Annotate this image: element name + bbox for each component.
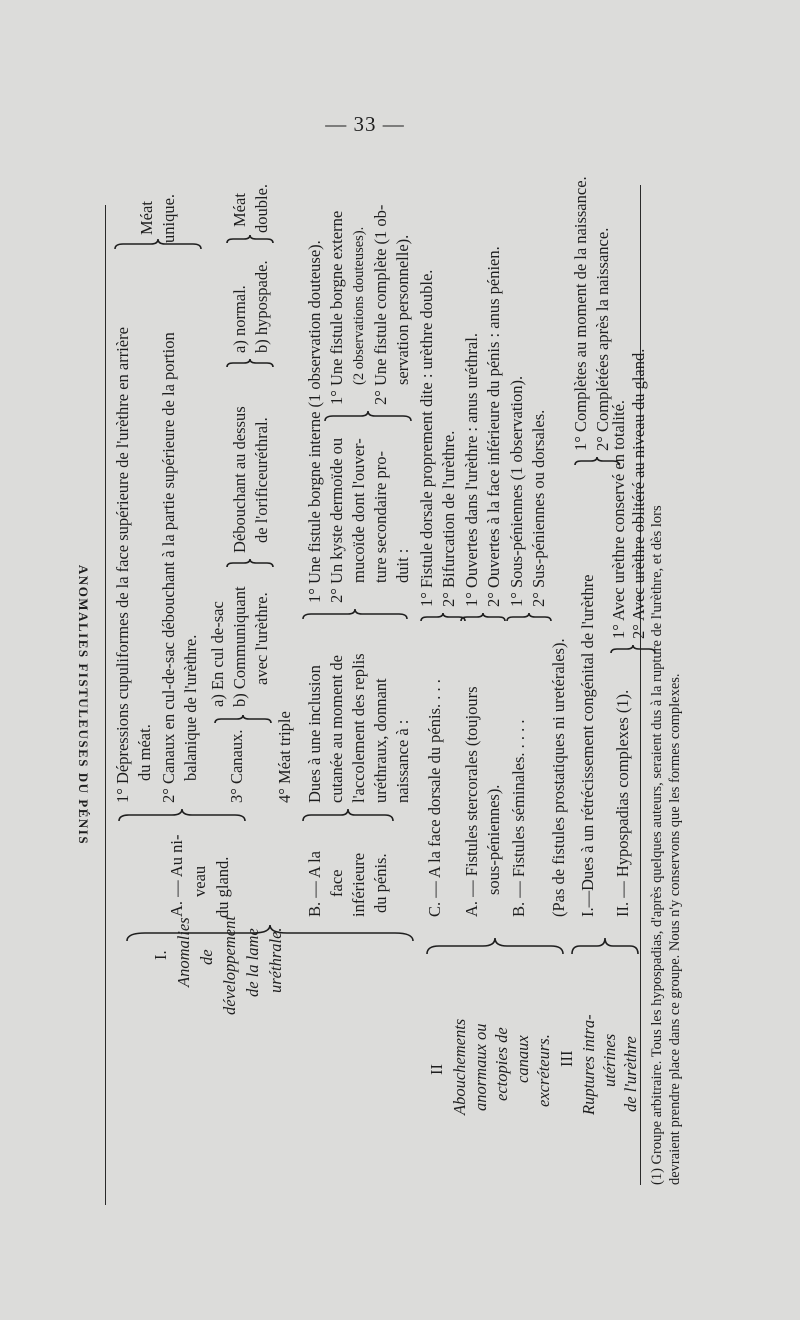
section-c-item-1: 1° Fistule dorsale proprement dite : urèthre double. xyxy=(417,269,436,607)
meat-double-brace xyxy=(225,233,275,245)
section-2b-item-2: 2° Sus-péniennes ou dorsales. xyxy=(529,409,548,607)
section-b-fistule-2: 2° Un kyste dermoïde ou xyxy=(327,437,346,603)
group-2-brace xyxy=(425,935,565,957)
section-b-kyste-1-cont: (2 observations douteuses). xyxy=(351,226,367,385)
group-2-number: II xyxy=(427,1064,446,1075)
group-2-line: Abouchements xyxy=(450,1018,469,1115)
section-b-kyste-brace xyxy=(323,409,413,423)
section-b-desc: naissance à : xyxy=(393,719,412,803)
item-3-hypospade: b) hypospade. xyxy=(252,260,271,353)
section-b-fistule-2-cont: duit : xyxy=(393,548,412,583)
section-b-label-line: face xyxy=(327,869,346,897)
section-3-ii-item-1: 1° Avec urèthre conservé en totalité. xyxy=(609,399,628,639)
section-b-label-line: inférieure xyxy=(349,852,368,917)
section-a-item-2: 2° Canaux en cul-de-sac débouchant à la partie supérieure de la portion xyxy=(159,332,178,803)
section-a-item-1: 1° Dépressions cupuliformes de la face supérieure de l'urèthre en arrière xyxy=(113,327,132,803)
section-a-label-line: du gland. xyxy=(213,856,232,918)
section-b-desc: l'accolement des replis xyxy=(349,653,368,803)
section-3-ii-item-2: 2° Avec urèthre oblitéré au niveau du gland. xyxy=(629,348,648,639)
group-1-line: Anomalies xyxy=(174,917,193,987)
item-3-normal: a) normal. xyxy=(230,285,249,353)
section-a-label-line: veau xyxy=(190,865,209,897)
section-2b-brace xyxy=(505,611,553,623)
item-3-a: a) En cul de-sac xyxy=(208,601,227,707)
meat-unique-brace xyxy=(113,237,203,251)
footnote-line-2: devraient prendre place dans ce groupe. Nous n'y conservons que les formes complexes. xyxy=(667,673,683,1185)
item-3-b-cont: avec l'urèthre. xyxy=(252,592,271,685)
page-number: — 33 — xyxy=(325,112,405,136)
group-3-line: de l'urèthre xyxy=(621,1036,640,1112)
item-3-db-brace xyxy=(225,357,275,369)
section-a-brace xyxy=(117,807,247,823)
group-1-line: uréthrale. xyxy=(266,927,285,993)
rotated-table xyxy=(65,175,685,1215)
vertical-title: ANOMALIES FISTULEUSES DU PÉNIS xyxy=(76,564,91,846)
group-2-line: excréteurs. xyxy=(534,1034,553,1107)
section-b-desc-brace xyxy=(301,607,409,621)
section-b-desc: cutanée au moment de xyxy=(327,655,346,803)
section-b-fistule-2-cont: ture secondaire pro- xyxy=(371,451,390,583)
section-2a-item-2: 2° Ouvertes à la face inférieure du pénis : anus pénien. xyxy=(484,246,503,607)
group-1-number: I. xyxy=(151,950,170,960)
title-rule xyxy=(105,205,106,1205)
section-2-note: (Pas de fistules prostatiques ni uretérales). xyxy=(549,638,568,917)
meat-unique-label: Méat xyxy=(137,201,156,235)
section-3-i-label: I.—Dues à un rétrécissement congénital de l'urèthre xyxy=(578,574,597,917)
meat-unique-label-2: unique. xyxy=(159,193,178,243)
group-3-number: III xyxy=(557,1050,576,1067)
section-3-i-item-2: 2° Complétées après la naissance. xyxy=(593,227,612,451)
item-3-brace xyxy=(213,713,273,725)
section-b-fistule-1: 1° Une fistule borgne interne (1 observation douteuse). xyxy=(305,240,324,603)
group-2-line: anormaux ou xyxy=(471,1023,490,1111)
section-b-label: B. — A la xyxy=(305,850,324,917)
section-b-brace xyxy=(301,807,395,823)
meat-double-label: Méat xyxy=(230,193,249,227)
section-2a-label-cont: sous-péniennes). xyxy=(484,784,503,895)
section-3-ii-label: II. — Hypospadias complexes (1). xyxy=(613,689,632,917)
section-a-item-4: 4° Méat triple xyxy=(275,711,294,803)
section-2a-brace xyxy=(459,611,507,623)
group-3-line: utérines xyxy=(600,1033,619,1087)
group-2-line: ectopies de xyxy=(492,1027,511,1101)
section-c-item-2: 2° Bifurcation de l'urèthre. xyxy=(439,430,458,607)
group-2-line: canaux xyxy=(513,1035,532,1083)
footnote-line-1: (1) Groupe arbitraire. Tous les hypospadias, d'après quelques auteurs, seraient dus à la rupture de l'urèthre, et dès lors xyxy=(649,505,665,1185)
meat-double-label-2: double. xyxy=(252,183,271,233)
item-3-b-brace xyxy=(225,557,275,569)
section-a-item-1-cont: du méat. xyxy=(135,724,154,781)
group-3-brace xyxy=(570,935,640,957)
section-b-desc: uréthraux, donnant xyxy=(371,678,390,803)
section-a-label: A. — Au ni- xyxy=(167,834,186,917)
group-1-line: de la lame xyxy=(243,928,262,997)
item-3-debouchant: Débouchant au dessus xyxy=(230,406,249,553)
section-2a-label: A. — Fistules stercorales (toujours xyxy=(462,686,481,917)
section-b-fistule-2-cont: mucoïde dont l'ouver- xyxy=(349,438,368,583)
section-2b-item-1: 1° Sous-péniennes (1 observation). xyxy=(507,375,526,607)
section-b-label-line: du pénis. xyxy=(371,853,390,913)
section-2a-item-1: 1° Ouvertes dans l'urèthre : anus uréthral. xyxy=(462,333,481,607)
footnote-rule xyxy=(640,185,641,1185)
section-b-kyste-2: 2° Une fistule complète (1 ob- xyxy=(371,204,390,405)
section-a-item-2-cont: balanique de l'urèthre. xyxy=(181,634,200,781)
section-b-kyste-1: 1° Une fistule borgne externe xyxy=(327,210,346,405)
section-3-i-item-1: 1° Complètes au moment de la naissance. xyxy=(571,176,590,451)
section-c-label: C. — A la face dorsale du pénis. . . . xyxy=(425,679,444,917)
group-1-line: de xyxy=(197,949,216,965)
group-3-line: Ruptures intra- xyxy=(579,1014,598,1115)
group-1-brace xyxy=(125,921,415,945)
item-3-debouchant-cont: de l'orificeuréthral. xyxy=(252,417,271,543)
section-2b-label: B. — Fistules séminales. . . . . xyxy=(509,719,528,917)
section-a-item-3: 3° Canaux. xyxy=(227,729,246,803)
item-3-b: b) Communiquant xyxy=(230,586,249,707)
group-1-line: développement xyxy=(220,916,239,1015)
section-b-desc: Dues à une inclusion xyxy=(305,665,324,803)
section-b-kyste-2-cont: servation personnelle). xyxy=(393,234,412,385)
